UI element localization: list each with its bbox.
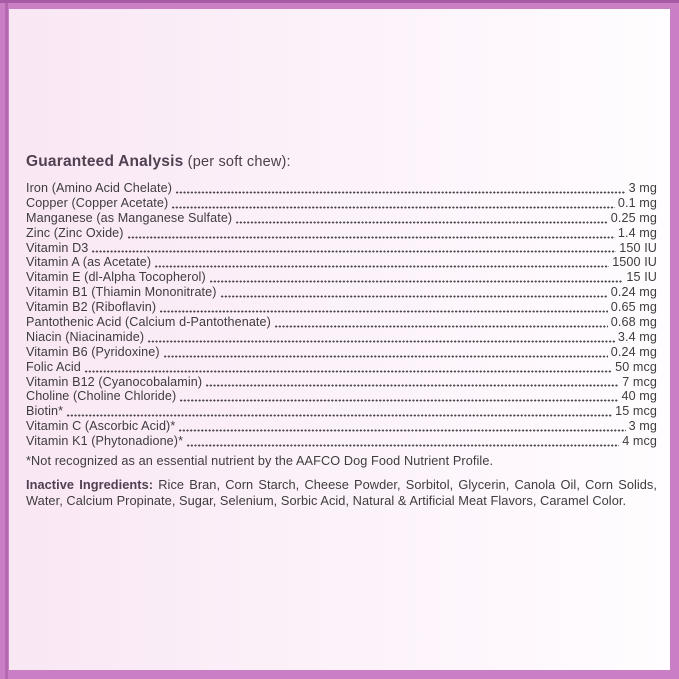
dotted-leader (187, 441, 619, 447)
nutrient-value: 50 mcg (615, 359, 657, 374)
nutrient-value: 3 mg (628, 181, 657, 195)
analysis-row (26, 404, 657, 419)
nutrient-name: Copper (Copper Acetate) (26, 195, 169, 210)
dotted-leader (206, 381, 619, 387)
analysis-row (26, 226, 657, 241)
frame-top-accent (0, 0, 679, 3)
nutrient-name: Pantothenic Acid (Calcium d-Pantothenate) (26, 315, 271, 330)
dotted-leader (179, 426, 625, 432)
nutrient-name: Vitamin B6 (Pyridoxine) (26, 344, 160, 359)
dotted-leader (92, 247, 616, 253)
dotted-leader (221, 292, 608, 298)
panel-title-bold: Guaranteed Analysis (26, 153, 184, 170)
inactive-ingredients-text: Rice Bran, Corn Starch, Cheese Powder, Sorbitol, Glycerin, Canola Oil, Corn Solids, Water, Calcium Propinate, Sugar, Selenium, Sorbic Acid, Natural & Artificial Meat Flavors, Caramel Color. (26, 477, 657, 508)
nutrient-name: Vitamin C (Ascorbic Acid)* (26, 419, 176, 434)
nutrient-name: Biotin* (26, 404, 64, 419)
nutrient-value: 3.4 mg (617, 329, 657, 344)
nutrient-name: Vitamin B12 (Cyanocobalamin) (26, 374, 203, 389)
nutrient-name: Vitamin D3 (26, 240, 89, 255)
analysis-row (26, 196, 657, 211)
nutrient-name: Zinc (Zinc Oxide) (26, 225, 124, 240)
dotted-leader (148, 337, 615, 343)
nutrient-value: 15 IU (626, 270, 657, 285)
nutrient-value: 0.24 mg (610, 344, 657, 359)
analysis-row (26, 255, 657, 270)
nutrient-value: 0.68 mg (610, 315, 657, 330)
panel-title-normal: (per soft chew): (183, 154, 291, 170)
analysis-row (26, 419, 657, 434)
nutrient-value: 40 mg (621, 389, 657, 404)
dotted-leader (67, 411, 612, 417)
dotted-leader (85, 367, 612, 373)
dotted-leader (160, 307, 608, 313)
analysis-row (26, 330, 657, 345)
dotted-leader (236, 218, 608, 224)
nutrient-name: Vitamin A (as Acetate) (26, 255, 152, 270)
guaranteed-analysis-panel (26, 152, 657, 508)
nutrient-value: 0.25 mg (610, 210, 657, 225)
analysis-row (26, 241, 657, 256)
nutrient-name: Iron (Amino Acid Chelate) (26, 181, 172, 195)
aafco-footnote: *Not recognized as an essential nutrient by the AAFCO Dog Food Nutrient Profile. (26, 454, 494, 469)
analysis-row (26, 285, 657, 300)
nutrient-name: Niacin (Niacinamide) (26, 329, 145, 344)
nutrient-value: 150 IU (619, 240, 657, 255)
nutrient-name: Manganese (as Manganese Sulfate) (26, 210, 233, 225)
analysis-row (26, 375, 657, 390)
nutrient-value: 7 mcg (622, 374, 657, 389)
dotted-leader (180, 396, 618, 402)
inactive-ingredients-label: Inactive Ingredients: (26, 477, 154, 493)
analysis-row (26, 315, 657, 330)
nutrient-value: 1.4 mg (617, 225, 657, 240)
dotted-leader (155, 262, 609, 268)
panel-title (26, 152, 657, 172)
dotted-leader (128, 233, 615, 239)
dotted-leader (164, 352, 608, 358)
dotted-leader (275, 322, 608, 328)
analysis-row (26, 181, 657, 196)
analysis-row (26, 434, 657, 449)
nutrient-name: Vitamin B2 (Riboflavin) (26, 300, 157, 315)
analysis-row (26, 360, 657, 375)
nutrient-value: 1500 IU (612, 255, 657, 270)
nutrient-name: Vitamin B1 (Thiamin Mononitrate) (26, 285, 217, 300)
nutrient-value: 0.65 mg (610, 300, 657, 315)
nutrient-name: Vitamin E (dl-Alpha Tocopherol) (26, 270, 206, 285)
nutrient-value: 0.24 mg (610, 285, 657, 300)
dotted-leader (172, 203, 615, 209)
nutrient-name: Folic Acid (26, 359, 81, 374)
inactive-ingredients (26, 477, 657, 508)
analysis-row (26, 345, 657, 360)
analysis-row (26, 270, 657, 285)
nutrient-value: 3 mg (628, 419, 657, 434)
nutrient-value: 0.1 mg (617, 195, 657, 210)
frame-left-accent (5, 3, 8, 679)
nutrient-name: Choline (Choline Chloride) (26, 389, 177, 404)
analysis-row (26, 211, 657, 226)
nutrient-value: 15 mcg (615, 404, 657, 419)
analysis-table (26, 181, 657, 449)
analysis-row (26, 389, 657, 404)
dotted-leader (210, 277, 624, 283)
analysis-row (26, 300, 657, 315)
dotted-leader (176, 188, 626, 194)
nutrient-value: 4 mcg (622, 434, 657, 449)
nutrient-name: Vitamin K1 (Phytonadione)* (26, 434, 184, 449)
